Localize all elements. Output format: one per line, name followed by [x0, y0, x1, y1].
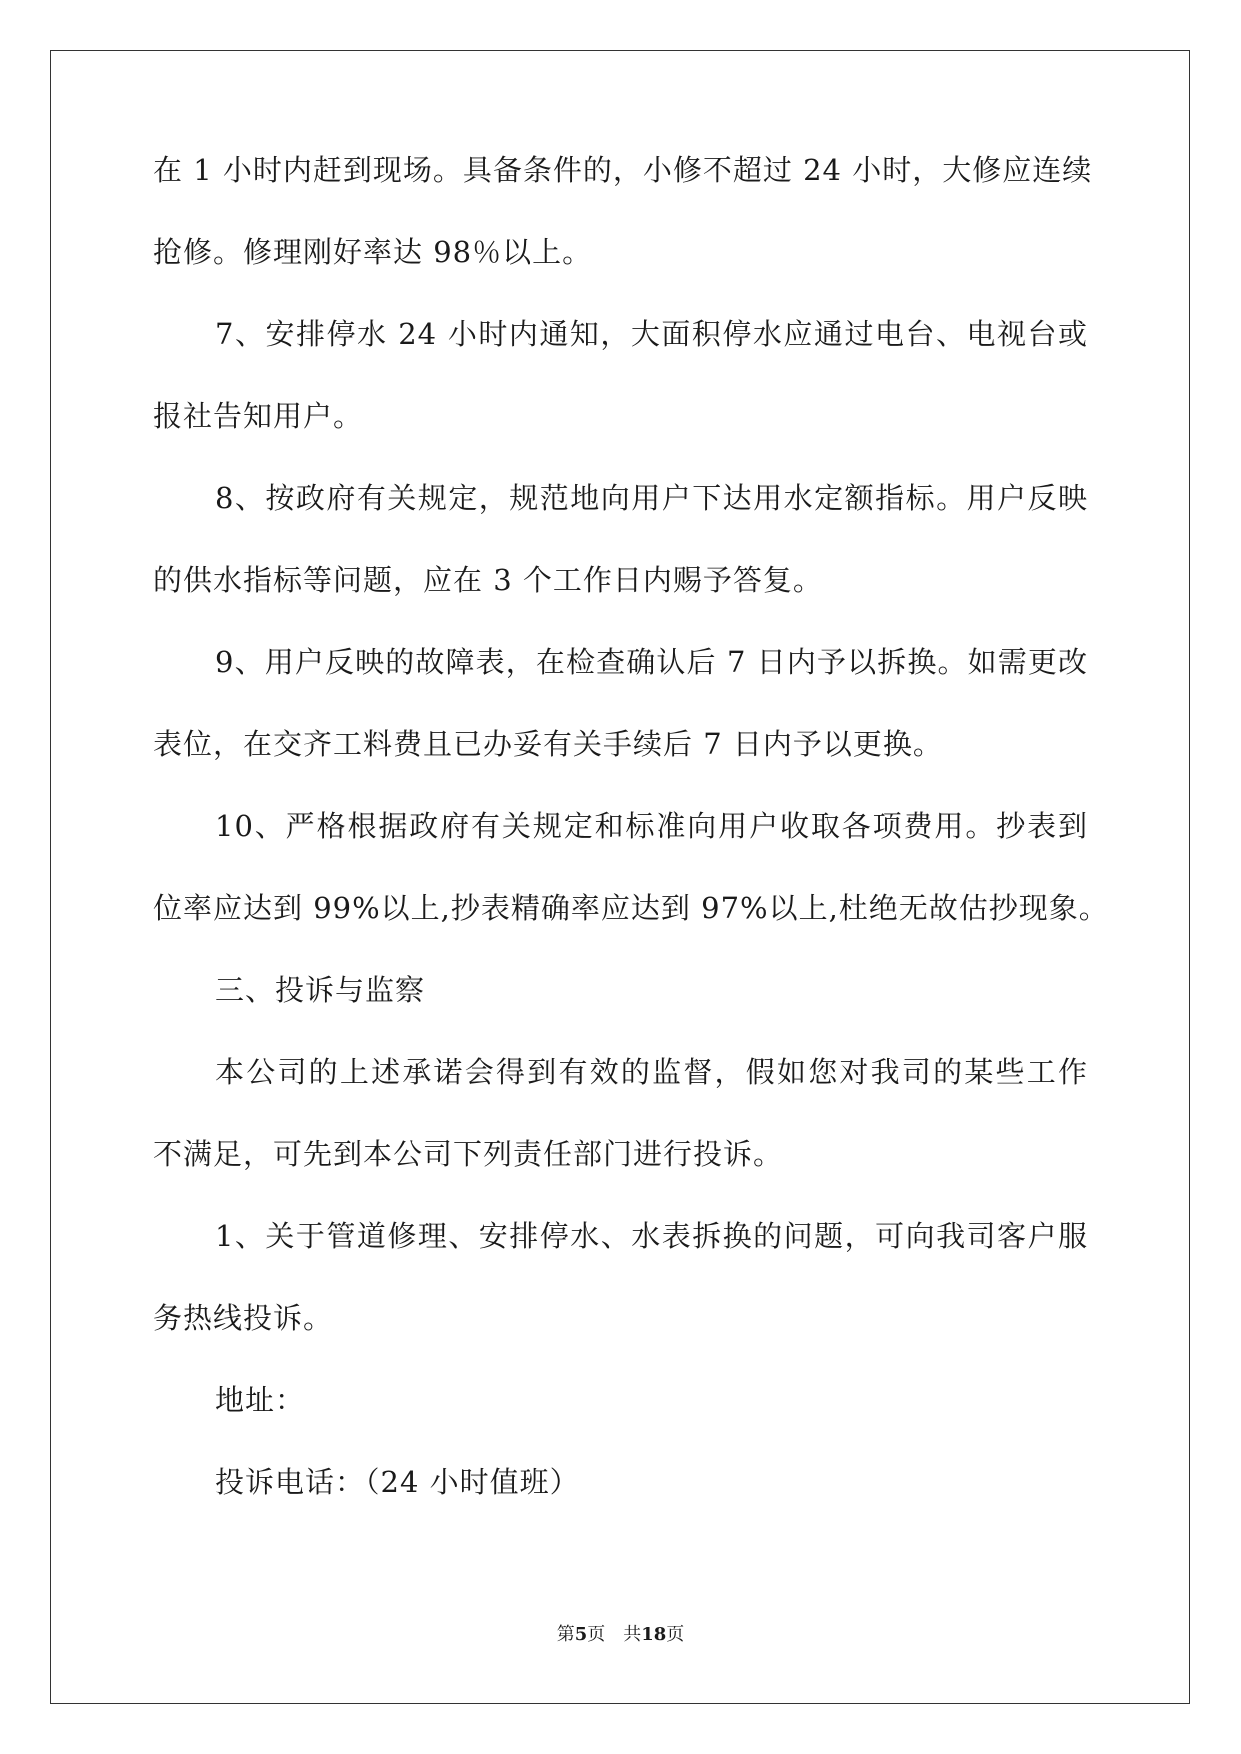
text-line: 本公司的上述承诺会得到有效的监督，假如您对我司的某些工作 — [215, 1055, 1088, 1089]
text-line: 投诉电话：（24 小时值班） — [215, 1465, 580, 1499]
current-page-number: 5 — [574, 1624, 588, 1645]
total-pages-number: 18 — [641, 1624, 667, 1645]
text-line: 务热线投诉。 — [153, 1301, 334, 1335]
footer-prefix: 第 — [556, 1624, 575, 1645]
text-line: 表位，在交齐工料费且已办妥有关手续后 7 日内予以更换。 — [153, 727, 943, 761]
text-line: 地址： — [215, 1383, 306, 1417]
footer-suffix: 页 — [666, 1624, 685, 1645]
page-border — [50, 50, 1190, 1704]
text-line: 的供水指标等问题，应在 3 个工作日内赐予答复。 — [153, 563, 823, 597]
text-line: 1、关于管道修理、安排停水、水表拆换的问题，可向我司客户服 — [215, 1219, 1088, 1253]
section-heading: 三、投诉与监察 — [215, 973, 426, 1007]
text-line: 位率应达到 99%以上,抄表精确率应达到 97%以上,杜绝无故估抄现象。 — [153, 891, 1109, 925]
text-line: 7、安排停水 24 小时内通知，大面积停水应通过电台、电视台或 — [215, 317, 1088, 351]
text-line: 不满足，可先到本公司下列责任部门进行投诉。 — [153, 1137, 784, 1171]
text-line: 10、严格根据政府有关规定和标准向用户收取各项费用。抄表到 — [215, 809, 1088, 843]
text-line: 报社告知用户。 — [153, 399, 364, 433]
page-footer — [0, 1623, 1241, 1647]
footer-mid: 页 共 — [587, 1624, 642, 1645]
text-line: 在 1 小时内赶到现场。具备条件的，小修不超过 24 小时，大修应连续 — [153, 153, 1093, 187]
text-line: 抢修。修理刚好率达 98％以上。 — [153, 235, 593, 269]
text-line: 9、用户反映的故障表，在检查确认后 7 日内予以拆换。如需更改 — [215, 645, 1088, 679]
text-line: 8、按政府有关规定，规范地向用户下达用水定额指标。用户反映 — [215, 481, 1088, 515]
